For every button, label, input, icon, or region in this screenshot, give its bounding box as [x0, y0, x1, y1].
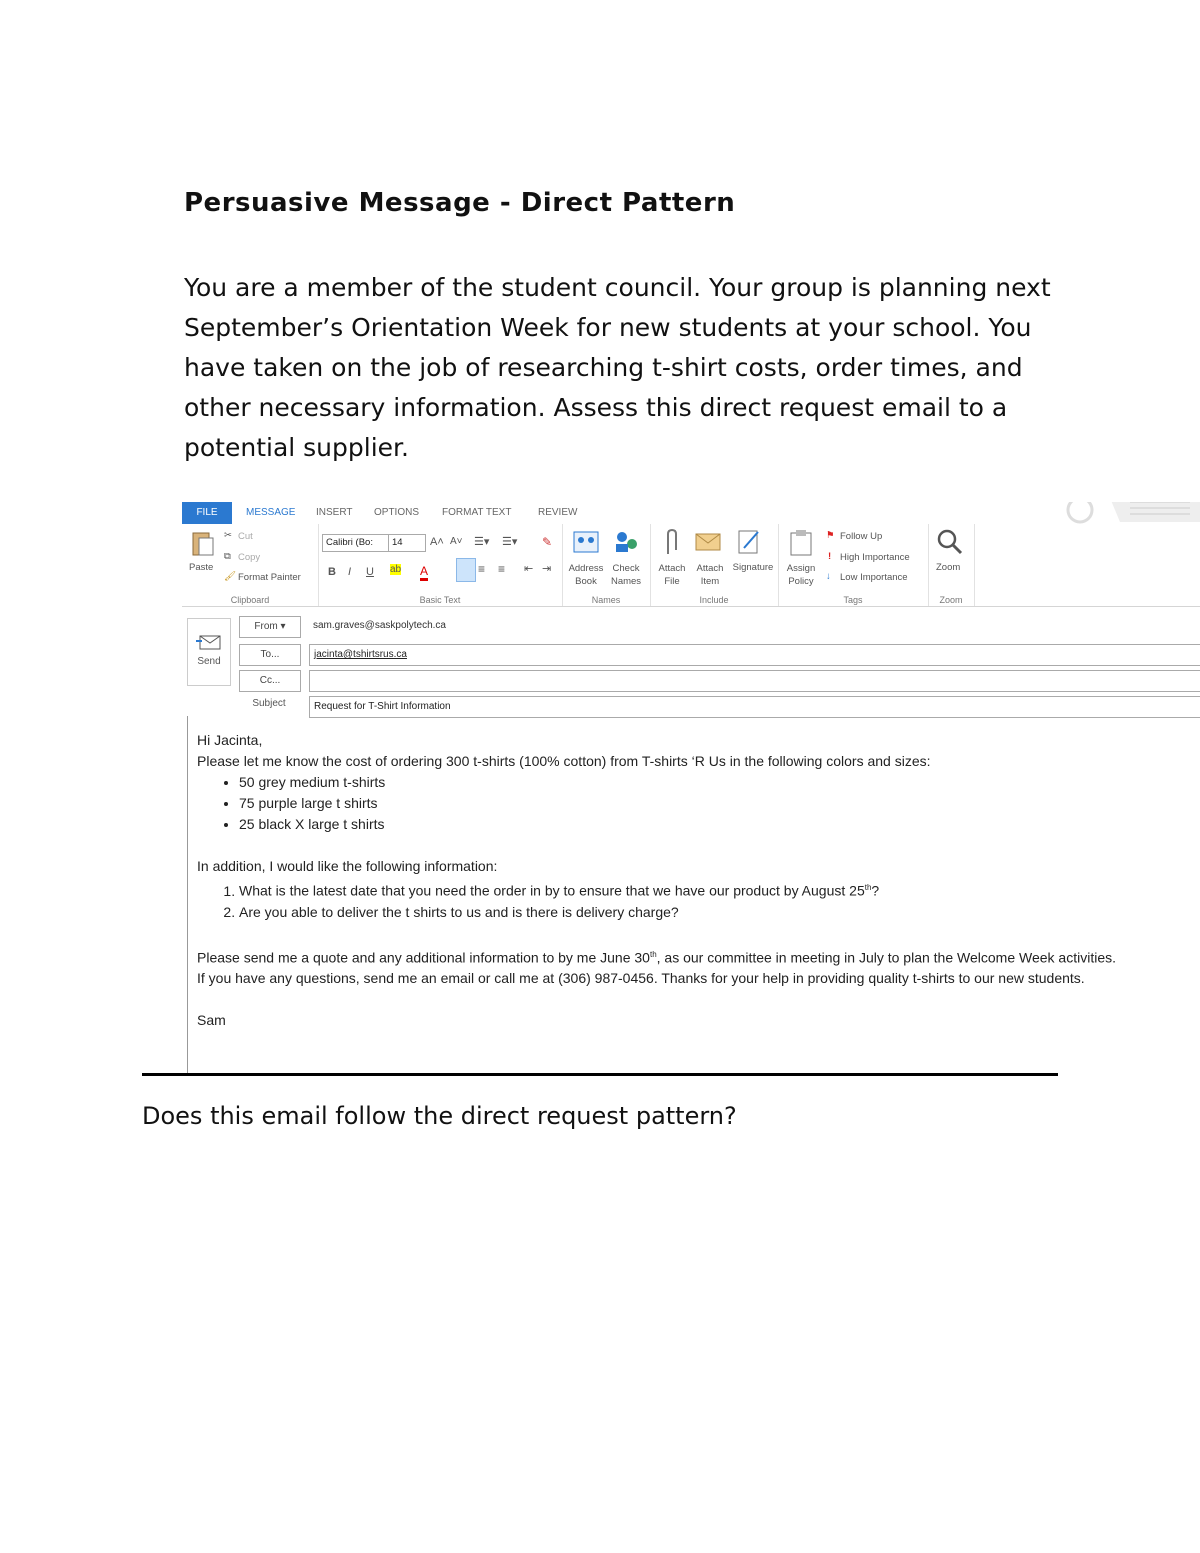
email-greeting: Hi Jacinta, — [197, 732, 263, 748]
follow-up-button[interactable]: Follow Up — [840, 531, 883, 542]
outlook-screenshot — [182, 502, 1200, 1074]
shrink-font-icon[interactable]: A˅ — [450, 536, 463, 547]
page-title: Persuasive Message - Direct Pattern — [184, 188, 736, 218]
low-importance-icon: ↓ — [826, 571, 831, 582]
to-field[interactable] — [309, 644, 1200, 666]
tab-options[interactable]: OPTIONS — [374, 507, 420, 518]
ribbon-tabs — [182, 502, 1200, 524]
email-info-line: In addition, I would like the following information: — [197, 858, 498, 874]
decrease-indent-icon[interactable]: ⇤ — [524, 563, 534, 575]
highlight-icon[interactable]: ab — [390, 564, 402, 575]
high-importance-button[interactable]: High Importance — [840, 552, 910, 563]
align-right-icon[interactable]: ≡ — [498, 562, 506, 576]
align-left-icon[interactable] — [456, 558, 476, 582]
increase-indent-icon[interactable]: ⇥ — [542, 563, 552, 575]
intro-paragraph: You are a member of the student council. Your group is planning next September’s Orientation Week for new students at your school. You have taken on the job of researching t-shirt costs, order times, and other necessary information. Assess this direct request email to a potential supplier. — [184, 273, 1051, 462]
list-item: • 75 purple large t shirts — [239, 793, 1116, 814]
italic-button[interactable]: I — [348, 566, 352, 578]
cut-icon: ✂ — [224, 530, 232, 541]
paste-button[interactable]: Paste — [189, 562, 214, 573]
paperclip-icon — [662, 528, 680, 558]
font-name-select[interactable]: Calibri (Bo: — [322, 534, 390, 552]
bullets-icon[interactable]: ☰▾ — [474, 536, 490, 548]
paste-icon — [190, 530, 216, 558]
address-book-icon — [572, 530, 600, 554]
subject-field[interactable]: Request for T-Shirt Information — [309, 696, 1200, 718]
check-names-icon — [612, 528, 640, 556]
magnifier-icon — [936, 528, 964, 556]
list-item: • 25 black X large t shirts — [239, 814, 1116, 835]
zoom-button[interactable]: Zoom — [936, 562, 961, 573]
list-item: • 50 grey medium t-shirts — [239, 772, 1116, 793]
bold-button[interactable]: B — [328, 566, 336, 578]
clipboard-label: Clipboard — [230, 595, 270, 605]
zoom-label: Zoom — [939, 595, 963, 605]
send-envelope-icon — [196, 633, 222, 651]
tab-file[interactable]: FILE — [182, 502, 232, 524]
size-list — [197, 772, 1116, 835]
names-group — [562, 524, 651, 606]
attach-file-button[interactable]: Attach File — [658, 563, 686, 587]
tab-insert[interactable]: INSERT — [316, 507, 353, 518]
format-painter-button[interactable]: Format Painter — [238, 572, 301, 583]
from-field: sam.graves@saskpolytech.ca — [313, 620, 446, 631]
attach-item-icon — [694, 528, 722, 554]
cut-button[interactable]: Cut — [238, 531, 253, 542]
copy-button[interactable]: Copy — [238, 552, 261, 563]
send-button[interactable] — [187, 618, 231, 686]
to-recipient: jacinta@tshirtsrus.ca — [314, 649, 407, 660]
follow-up-flag-icon: ⚑ — [826, 530, 835, 541]
check-names-button[interactable]: Check Names — [610, 563, 642, 587]
assign-policy-icon — [788, 528, 814, 558]
signature-icon — [736, 528, 762, 556]
email-signoff: Sam — [197, 1012, 226, 1029]
email-text — [197, 730, 1116, 1031]
font-color-icon[interactable]: A — [420, 564, 428, 581]
basic-text-group — [318, 524, 563, 606]
names-label: Names — [591, 595, 621, 605]
cc-field[interactable] — [309, 670, 1200, 692]
tags-group — [778, 524, 929, 606]
include-group — [650, 524, 779, 606]
to-button[interactable]: To... — [239, 644, 301, 666]
tags-label: Tags — [843, 595, 863, 605]
email-contact-line: If you have any questions, send me an email or call me at (306) 987-0456. Thanks for your help in providing quality t-shirts to our new students. — [197, 970, 1085, 987]
copy-icon: ⧉ — [224, 551, 231, 562]
numbering-icon[interactable]: ☰▾ — [502, 536, 518, 548]
ribbon — [182, 524, 1200, 607]
send-label: Send — [197, 656, 221, 667]
tab-message[interactable]: MESSAGE — [246, 507, 296, 518]
include-label: Include — [699, 595, 729, 605]
underline-button[interactable]: U — [366, 566, 374, 578]
basic-text-label: Basic Text — [419, 595, 461, 605]
signature-button[interactable]: Signature — [732, 562, 774, 573]
divider — [142, 1073, 1058, 1076]
from-button[interactable]: From ▾ — [239, 616, 301, 638]
align-center-icon[interactable]: ≡ — [478, 562, 486, 576]
clear-formatting-icon[interactable]: ✎ — [542, 535, 553, 549]
assign-policy-button[interactable]: Assign Policy — [786, 563, 816, 587]
grow-font-icon[interactable]: A˄ — [430, 536, 444, 548]
cc-button[interactable]: Cc... — [239, 670, 301, 692]
address-book-button[interactable]: Address Book — [568, 563, 604, 587]
email-request-line: Please let me know the cost of ordering 300 t-shirts (100% cotton) from T-shirts ‘R Us in the following colors and sizes: — [197, 753, 931, 769]
low-importance-button[interactable]: Low Importance — [840, 572, 908, 583]
zoom-group — [928, 524, 975, 606]
list-item: 2. Are you able to deliver the t shirts to us and is there is delivery charge? — [239, 902, 1116, 923]
question-list — [197, 877, 1116, 923]
subject-label: Subject — [252, 698, 286, 709]
message-header — [182, 606, 1200, 716]
list-item: 1. What is the latest date that you need the order in by to ensure that we have our product by August 25th? — [239, 877, 1116, 902]
high-importance-icon: ! — [828, 551, 832, 562]
from-label: From — [254, 621, 278, 632]
tab-format-text[interactable]: FORMAT TEXT — [442, 507, 512, 518]
font-size-select[interactable]: 14 — [388, 534, 426, 552]
tab-review[interactable]: REVIEW — [538, 507, 578, 518]
message-body[interactable] — [187, 716, 1200, 1074]
format-painter-icon: 🖌 — [224, 571, 237, 582]
email-closing-paragraph: Please send me a quote and any additional information to by me June 30th, as our committee in meeting in July to plan the Welcome Week activities. — [197, 949, 1116, 966]
attach-item-button[interactable]: Attach Item — [696, 563, 724, 587]
clipboard-group — [182, 524, 319, 606]
question-text: Does this email follow the direct request pattern? — [142, 1102, 737, 1130]
